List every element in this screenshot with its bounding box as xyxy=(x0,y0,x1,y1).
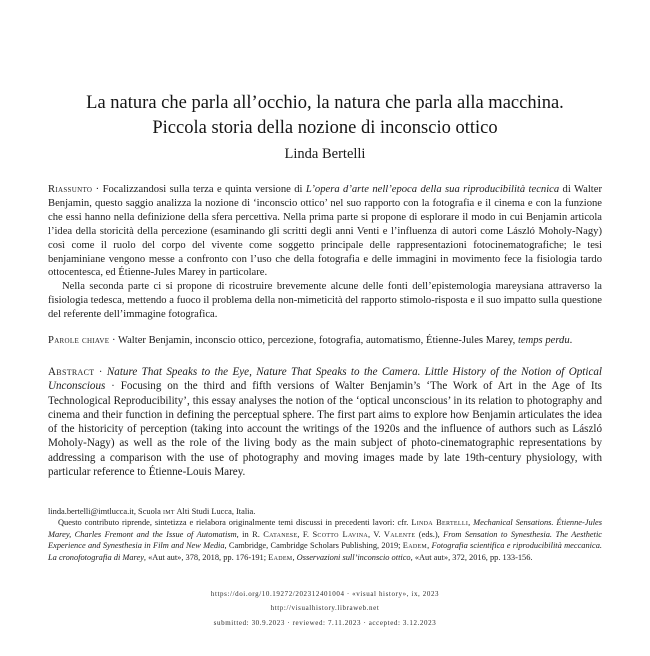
riassunto-text-a: Focalizzandosi sulla terza e quinta versione di xyxy=(102,184,306,195)
note-title-3: Fotografia scientifica e riproducibilità meccanica. La cronofotografia di Marey xyxy=(48,541,602,562)
note-title-1: Mechanical Sensations. Étienne-Jules Marey, Charles Fremont and the Issue of Automatism xyxy=(48,518,603,539)
riassunto-text-b: di Walter Benjamin, questo saggio analizza la nozione di ‘inconscio ottico’ nel suo rapporto con la fotografia e il cinema e con la funzione che essi hanno nella definizione della sfera percettiva. Nella prima parte si propone di esplorare il modo in cui Benjamin articola l’idea della storicità della percezione (esaminando gli scritti degli anni Venti e l’influenza di autori come László Moholy-Nagy) così come il ruolo del corpo del vivente come soggetto principale delle rappresentazioni fotocinematografiche; le tesi benjaminiane vengono messe a confronto con l’uso che della fotografia e delle immagini in movimento fece la fisiologia tardo ottocentesca, ed Étienne-Jules Marey in particolare. xyxy=(48,184,602,279)
note-author-4: Valente xyxy=(383,529,416,539)
note-text-g: , Cambridge, Cambridge Scholars Publishing, 2019; xyxy=(224,541,403,551)
abstract-label: Abstract xyxy=(48,366,95,378)
keywords-it xyxy=(48,334,602,348)
note-text-f: (eds.), xyxy=(415,529,444,539)
riassunto-section xyxy=(48,183,602,322)
note-author-5: Eadem xyxy=(402,541,428,551)
title-line-1: La natura che parla all’occhio, la natura che parla alla macchina. xyxy=(86,93,564,113)
riassunto-paragraph-2: Nella seconda parte ci si propone di ricostruire brevemente alcune delle fonti dell’epistemologia mareysiana attraverso la fisiologia tedesca, mettendo a fuoco il problema della non-mimeticità del rapporto stimolo-risposta e il suo impatto sulla questione del referente dell’immagine fotografica. xyxy=(48,281,602,321)
note-author-3: Scotto Lavina xyxy=(312,529,369,539)
keywords-it-label: Parole chiave xyxy=(48,335,110,346)
contribution-note xyxy=(48,517,602,563)
note-text-e: , V. xyxy=(368,529,384,539)
footnotes xyxy=(48,506,602,563)
note-text-b: , xyxy=(468,518,474,528)
riassunto-label: Riassunto xyxy=(48,184,93,195)
note-text-d: , F. xyxy=(297,529,313,539)
note-text-a: Questo contributo riprende, sintetizza e rielabora originalmente temi discussi in precedenti lavori: cfr. xyxy=(58,518,412,528)
submission-dates: submitted: 30.9.2023 · reviewed: 7.11.2023 · accepted: 3.12.2023 xyxy=(213,619,437,627)
affiliation-text-a: linda.bertelli@imtlucca.it, Scuola xyxy=(48,507,163,516)
abstract-separator: · xyxy=(94,366,107,378)
affiliation-school: imt xyxy=(162,507,175,516)
riassunto-separator: · xyxy=(92,184,103,195)
note-text-j: , xyxy=(292,552,297,562)
note-title-4: Osservazioni sull’inconscio ottico xyxy=(296,552,411,562)
note-text-i: , «Aut aut», 378, 2018, pp. 176-191; xyxy=(143,552,269,562)
keywords-it-separator: · xyxy=(109,335,118,346)
keywords-it-end: . xyxy=(569,335,573,346)
affiliation-text-b: Alti Studi Lucca, Italia. xyxy=(174,507,256,516)
keywords-it-italic: temps perdu xyxy=(517,335,570,346)
journal-url-link[interactable]: http://visualhistory.libraweb.net xyxy=(270,604,380,612)
note-title-2: From Sensation to Synesthesia. The Aesthetic Experience and Synesthesia in Film and New Media xyxy=(48,529,602,551)
note-text-c: , in R. xyxy=(236,529,264,539)
note-text-h: , xyxy=(427,541,432,551)
note-text-k: , «Aut aut», 372, 2016, pp. 133-156. xyxy=(410,552,533,562)
title-line-2: Piccola storia della nozione di inconscio ottico xyxy=(152,118,498,138)
riassunto-work-title: L’opera d’arte nell’epoca della sua riproducibilità tecnica xyxy=(305,184,560,195)
note-author-6: Eadem xyxy=(268,552,293,562)
abstract-text: · Focusing on the third and fifth versions of Walter Benjamin’s ‘The Work of Art in the Age of Its Technological Reproducibility’, this essay analyses the notion of the ‘optical unconscious’ in its relation to photography and cinema and their function in defining the perceptual sphere. The first part aims to explore how Benjamin articulates the idea of the historicity of perception (taking into account the writings of the 1920s and the influence of authors such as László Moholy-Nagy) as well as the role of the living body as the main subject of photo-cinematographic representations by addressing a comparison with the use of photography and moving images made by late 19th-century physiology, with particular reference to Étienne-Louis Marey. xyxy=(48,380,602,479)
abstract-section xyxy=(48,365,602,479)
abstract-english-title: Nature That Speaks to the Eye, Nature That Speaks to the Camera. Little History of the Notion of Optical Unconscious xyxy=(48,366,602,393)
note-author-1: Linda Bertelli xyxy=(411,518,469,528)
note-author-2: Catanese xyxy=(263,529,298,539)
keywords-it-text: Walter Benjamin, inconscio ottico, percezione, fotografia, automatismo, Étienne-Jules Marey, xyxy=(117,335,518,346)
article-title xyxy=(40,91,610,141)
affiliation-note xyxy=(48,506,602,517)
doi-link[interactable]: https://doi.org/10.19272/202312401004 · «visual history», ix, 2023 xyxy=(210,590,440,598)
author-name: Linda Bertelli xyxy=(284,146,366,162)
